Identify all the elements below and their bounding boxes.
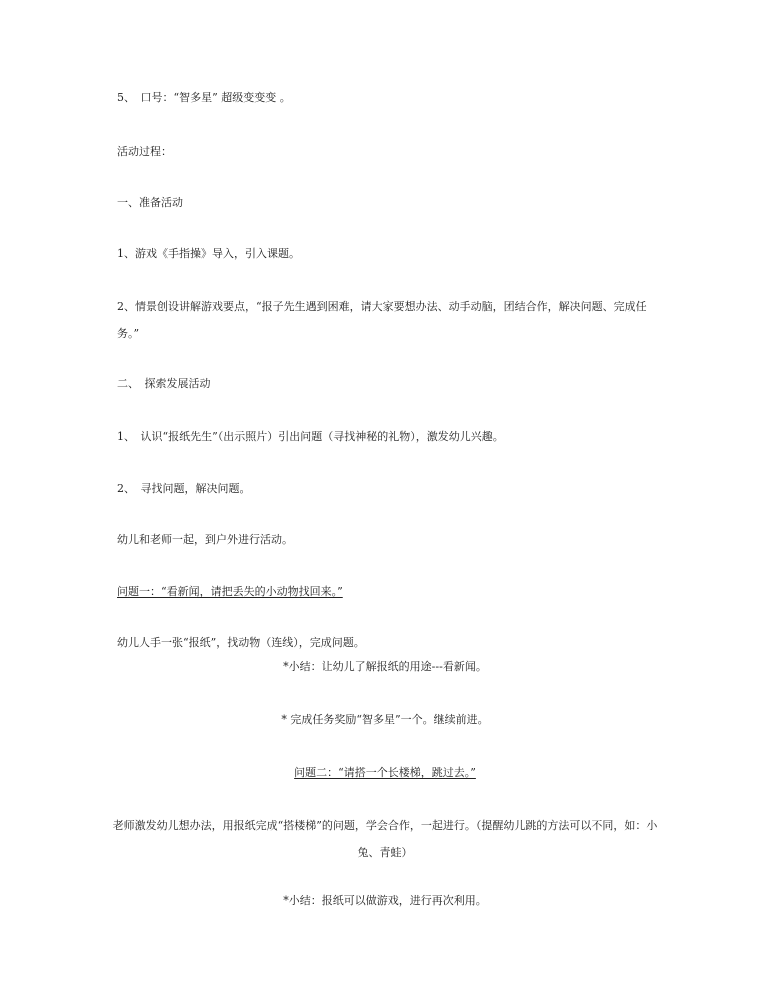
activity-process-heading: 活动过程： [117,145,172,158]
prepare-item-2: 2、情景创设讲解游戏要点，“报子先生遇到困难，请大家要想办法、动手动脑，团结合作，解决问题、完成任务。” [117,300,647,340]
summary-one: *小结：让幼儿了解报纸的用途---看新闻。 [283,660,487,673]
explore-item-2: 2、 寻找问题，解决问题。 [117,482,251,495]
prepare-item-1: 1、游戏《手指操》导入，引入课题。 [117,247,300,260]
reward-line: * 完成任务奖励“智多星”一个。继续前进。 [281,713,489,726]
slogan-line: 5、 口号：“智多星” 超级变变变 。 [117,91,291,104]
explore-item-1: 1、 认识“报纸先生”（出示照片）引出问题（寻找神秘的礼物），激发幼儿兴趣。 [117,430,504,443]
question-two-text: 问题二：“请搭一个长楼梯，跳过去。” [294,766,476,779]
section-explore-heading: 二、 探索发展活动 [117,377,211,390]
summary-two: *小结：报纸可以做游戏，进行再次利用。 [283,894,487,907]
question-one-desc: 幼儿人手一张“报纸”，找动物（连线），完成问题。 [117,636,365,649]
outdoor-activity-text: 幼儿和老师一起，到户外进行活动。 [117,533,293,546]
question-one-title: 问题一：“看新闻，请把丢失的小动物找回来。” [117,585,343,598]
question-two-title [0,766,770,780]
section-prepare-heading: 一、准备活动 [117,196,183,209]
question-two-desc: 老师激发幼儿想办法，用报纸完成“搭楼梯”的问题，学会合作，一起进行。（提醒幼儿跳的方法可以不同，如：小兔、青蛙） [112,819,658,859]
